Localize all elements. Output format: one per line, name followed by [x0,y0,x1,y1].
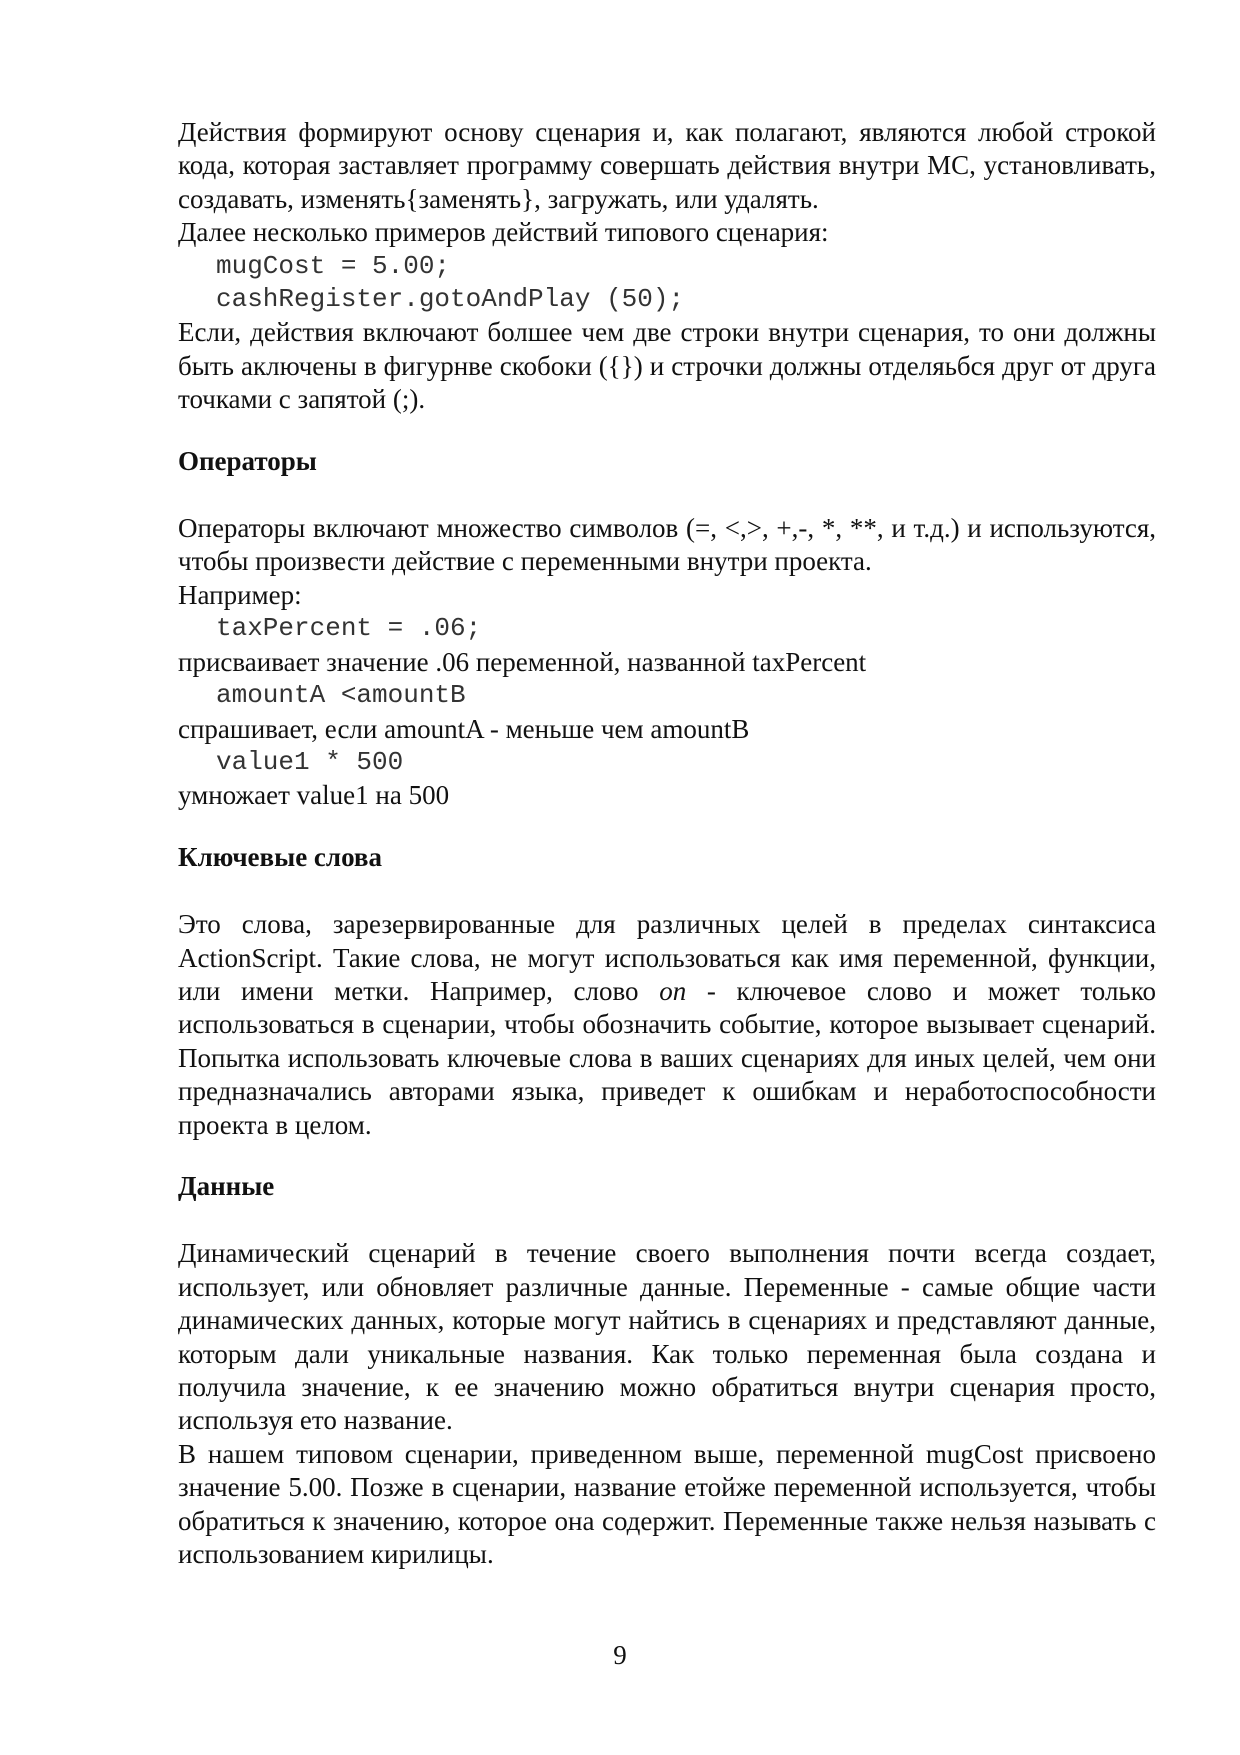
code-line-mugcost: mugCost = 5.00; [216,250,451,281]
operators-explain-1: присваивает значение .06 переменной, названной taxPercent [178,646,867,677]
data-paragraph-1: Динамический сценарий в течение своего выполнения почти всегда создает, использует, или обновляет различные данные. Переменные - самые общие части динамических данных, которые могут найтись в сценариях и представляют данные, которым дали уникальные названия. Как только переменная была создана и получила значение, к ее значению можно обратиться внутри сценария просто, используя ето название. [178,1238,1156,1436]
operators-explain-3: умножает value1 на 500 [178,780,450,811]
intro-paragraph: Действия формируют основу сценария и, как полагают, являются любой строкой кода, которая заставляет программу совершать действия внутри МС, установливать, создавать, изменять{заменять}, загружать, или удалять. [178,117,1156,214]
keyword-on-italic: on [659,975,687,1006]
operators-heading: Операторы [178,445,317,476]
document-page [178,116,1156,1571]
keywords-text-start: Это слова, зарезервированные для различных целей в пределах синтаксиса ActionScript. Такие слова, не могут использоваться как имя переменной, функции, или имени метки. Например, слово [178,909,1156,1006]
code-line-cashregister: cashRegister.gotoAndPlay (50); [216,284,685,315]
operators-example-label: Например: [178,579,302,610]
data-heading: Данные [178,1170,275,1201]
page-number: 9 [613,1640,627,1670]
operators-explain-2: спрашивает, если amountA - меньше чем amountB [178,713,750,744]
code-line-amount-compare: amountA <amountB [216,680,466,711]
operators-paragraph: Операторы включают множество символов (=, <,>, +,-, *, **, и т.д.) и используются, чтобы произвести действие с переменными внутри проекта. [178,513,1156,577]
code-line-taxpercent: taxPercent = .06; [216,613,482,644]
keywords-text-end: - ключевое слово и может только использоваться в сценарии, чтобы обозначить событие, которое вызывает сценарий. Попытка использовать ключевые слова в ваших сценариях для иных целей, чем они предназначались авторами языка, приведет к ошибкам и неработоспособности проекта в целом. [178,975,1156,1140]
code-line-multiply: value1 * 500 [216,746,404,777]
braces-paragraph: Если, действия включают болшее чем две строки внутри сценария, то они должны быть аключены в фигурнве скобоки ({}) и строчки должны отделяьбся друг от друга точками с запятой (;). [178,317,1156,415]
data-paragraph-2: В нашем типовом сценарии, приведенном выше, переменной mugCost присвоено значение 5.00. Позже в сценарии, название етойже переменной используется, чтобы обратиться к значению, которое она содержит. Переменные также нельзя называть с использованием кирилицы. [178,1438,1156,1570]
keywords-paragraph [178,908,1156,1142]
keywords-heading: Ключевые слова [178,841,382,872]
examples-lead: Далее несколько примеров действий типового сценария: [178,217,829,248]
